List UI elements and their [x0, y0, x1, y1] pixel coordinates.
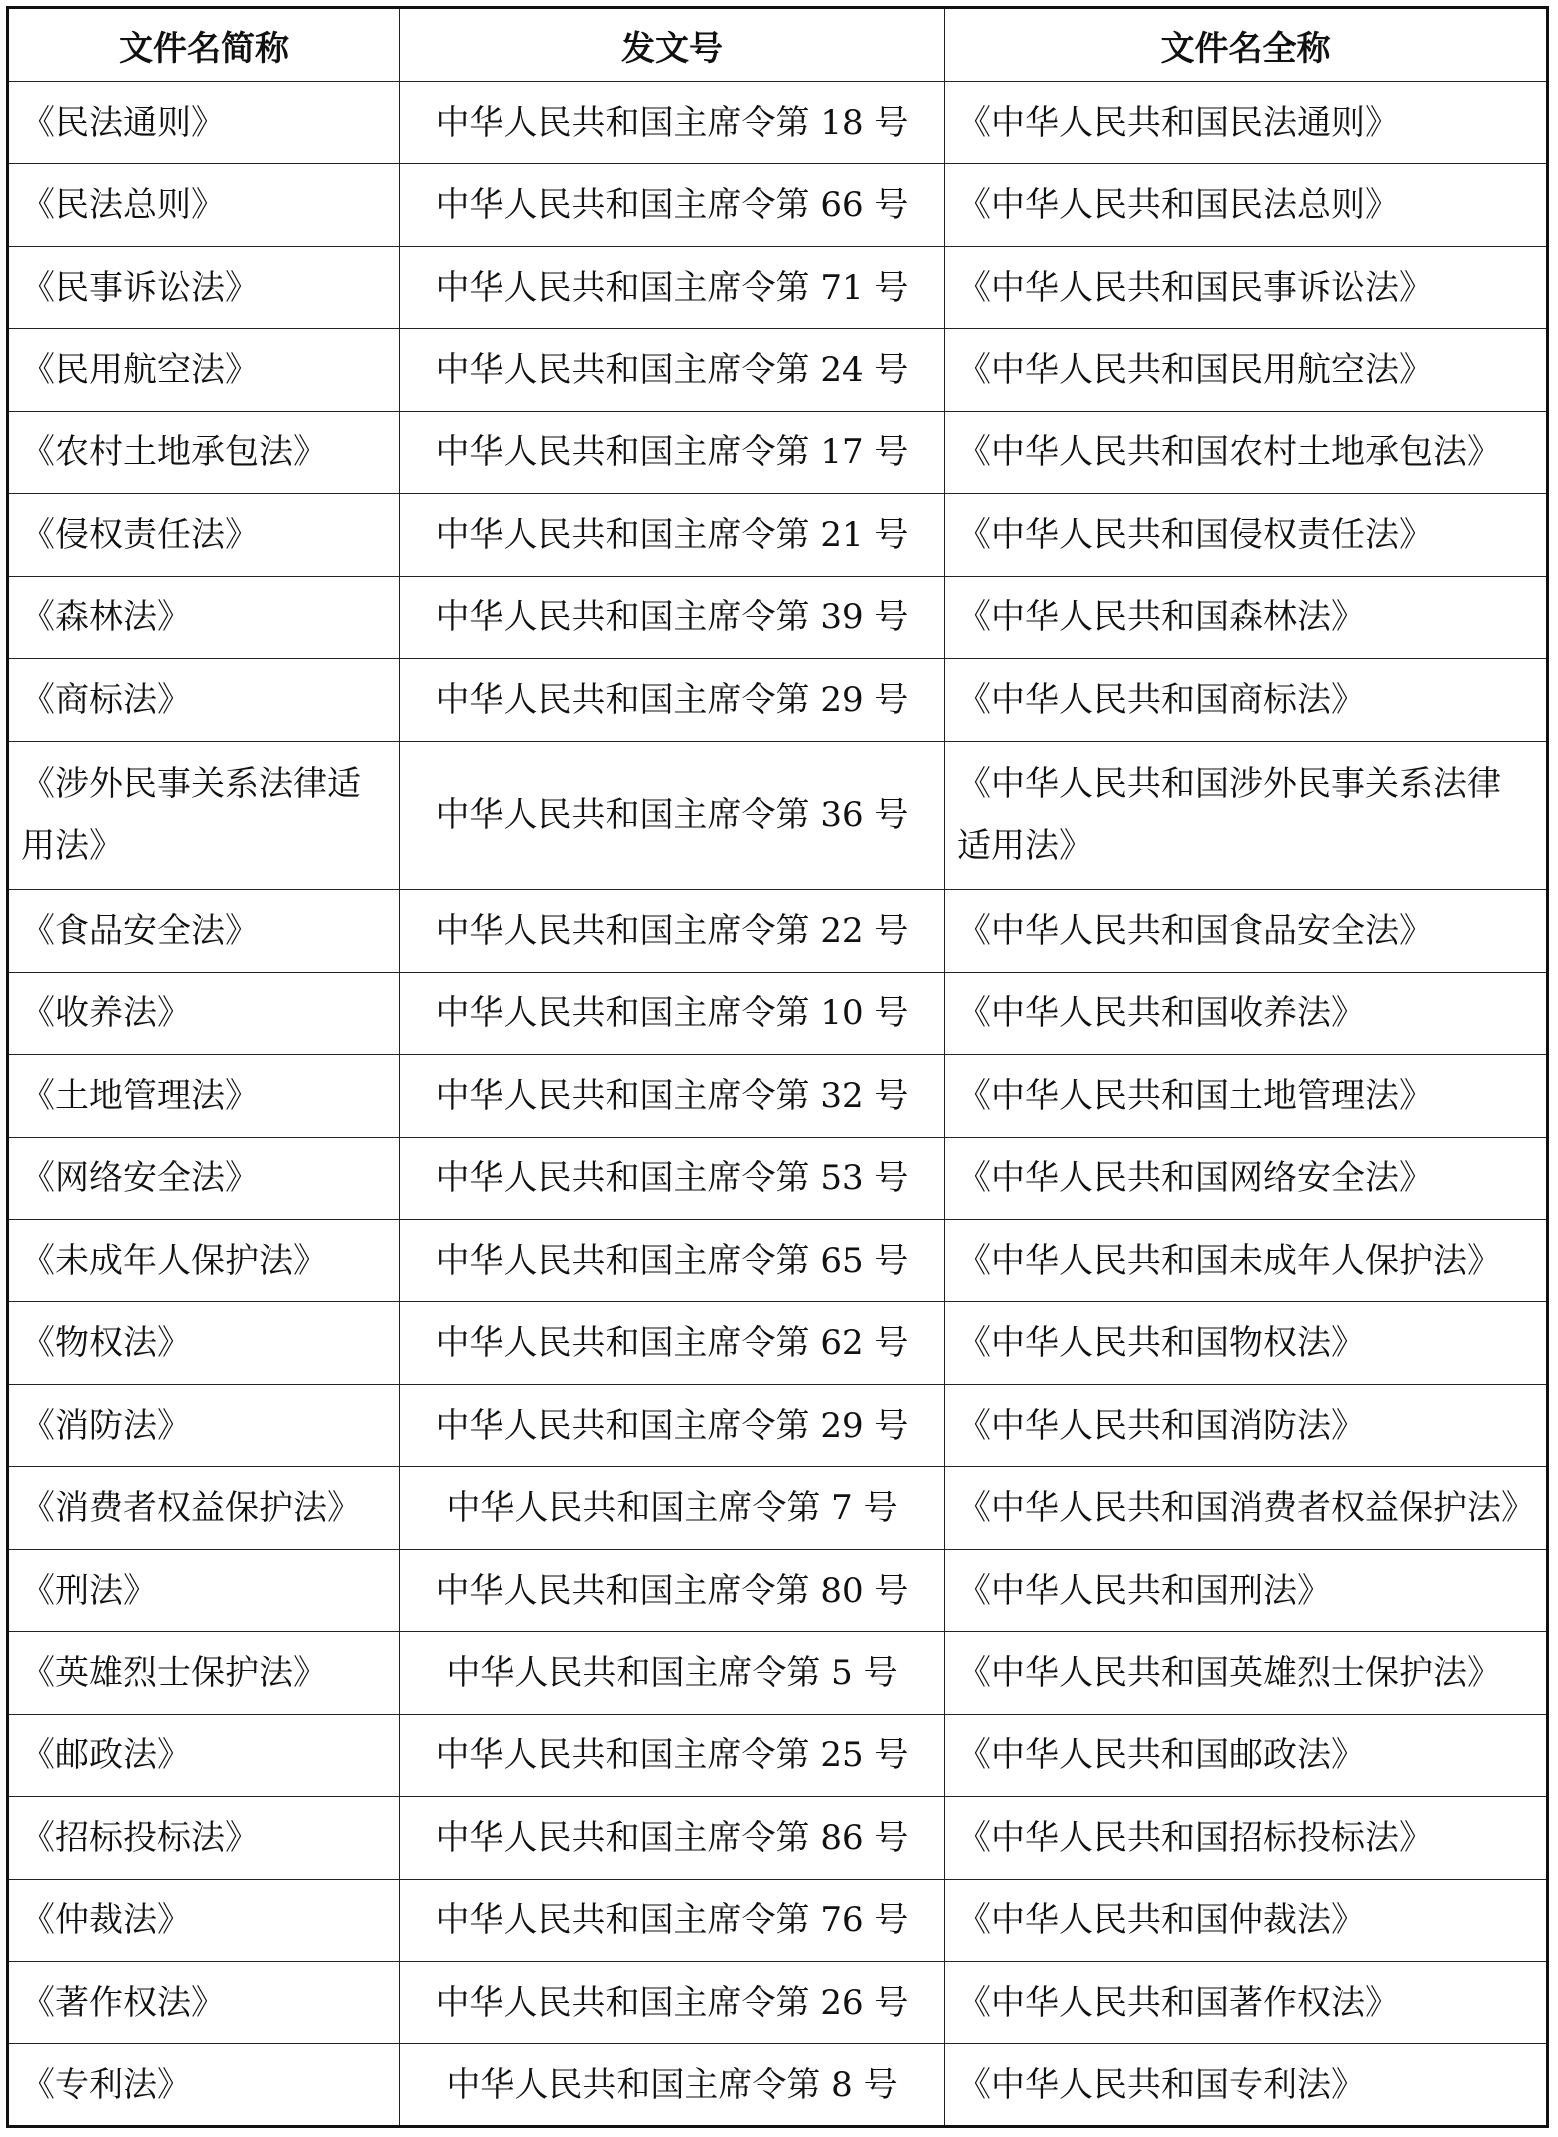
short-name-cell: 《涉外民事关系法律适用法》: [8, 741, 400, 890]
table-row: [8, 1055, 1548, 1137]
table-row: [8, 411, 1548, 493]
short-name-cell: 《物权法》: [8, 1302, 400, 1384]
table-row: [8, 1714, 1548, 1796]
doc-number-cell: 中华人民共和国主席令第 5 号: [400, 1632, 945, 1714]
full-name-cell: 《中华人民共和国侵权责任法》: [945, 494, 1548, 576]
short-name-cell: 《森林法》: [8, 576, 400, 658]
table-row: [8, 2044, 1548, 2127]
table-row: [8, 1384, 1548, 1466]
full-name-cell: 《中华人民共和国民事诉讼法》: [945, 246, 1548, 328]
doc-number-cell: 中华人民共和国主席令第 39 号: [400, 576, 945, 658]
table-row: [8, 576, 1548, 658]
full-name-cell: 《中华人民共和国招标投标法》: [945, 1797, 1548, 1879]
short-name-cell: 《英雄烈士保护法》: [8, 1632, 400, 1714]
doc-number-cell: 中华人民共和国主席令第 18 号: [400, 82, 945, 164]
short-name-cell: 《消费者权益保护法》: [8, 1467, 400, 1549]
full-name-cell: 《中华人民共和国网络安全法》: [945, 1137, 1548, 1219]
doc-number-cell: 中华人民共和国主席令第 22 号: [400, 890, 945, 972]
doc-number-cell: 中华人民共和国主席令第 76 号: [400, 1879, 945, 1961]
table-row: [8, 329, 1548, 411]
full-name-cell: 《中华人民共和国物权法》: [945, 1302, 1548, 1384]
doc-number-cell: 中华人民共和国主席令第 24 号: [400, 329, 945, 411]
full-name-cell: 《中华人民共和国食品安全法》: [945, 890, 1548, 972]
table-row: [8, 1961, 1548, 2043]
full-name-cell: 《中华人民共和国商标法》: [945, 659, 1548, 741]
doc-number-cell: 中华人民共和国主席令第 17 号: [400, 411, 945, 493]
doc-number-cell: 中华人民共和国主席令第 29 号: [400, 659, 945, 741]
full-name-cell: 《中华人民共和国森林法》: [945, 576, 1548, 658]
doc-number-cell: 中华人民共和国主席令第 66 号: [400, 164, 945, 246]
table-header-row: [8, 8, 1548, 82]
full-name-cell: 《中华人民共和国专利法》: [945, 2044, 1548, 2127]
short-name-cell: 《商标法》: [8, 659, 400, 741]
doc-number-cell: 中华人民共和国主席令第 65 号: [400, 1220, 945, 1302]
short-name-cell: 《网络安全法》: [8, 1137, 400, 1219]
law-table: [6, 6, 1549, 2128]
full-name-cell: 《中华人民共和国收养法》: [945, 972, 1548, 1054]
table-row: [8, 246, 1548, 328]
short-name-cell: 《收养法》: [8, 972, 400, 1054]
full-name-cell: 《中华人民共和国英雄烈士保护法》: [945, 1632, 1548, 1714]
full-name-cell: 《中华人民共和国消费者权益保护法》: [945, 1467, 1548, 1549]
table-row: [8, 1302, 1548, 1384]
doc-number-cell: 中华人民共和国主席令第 10 号: [400, 972, 945, 1054]
short-name-cell: 《招标投标法》: [8, 1797, 400, 1879]
doc-number-cell: 中华人民共和国主席令第 7 号: [400, 1467, 945, 1549]
short-name-cell: 《民法通则》: [8, 82, 400, 164]
short-name-cell: 《专利法》: [8, 2044, 400, 2127]
short-name-cell: 《民用航空法》: [8, 329, 400, 411]
full-name-cell: 《中华人民共和国邮政法》: [945, 1714, 1548, 1796]
full-name-cell: 《中华人民共和国土地管理法》: [945, 1055, 1548, 1137]
table-row: [8, 1797, 1548, 1879]
table-row: [8, 1632, 1548, 1714]
full-name-cell: 《中华人民共和国民法通则》: [945, 82, 1548, 164]
short-name-cell: 《土地管理法》: [8, 1055, 400, 1137]
table-row: [8, 1879, 1548, 1961]
doc-number-cell: 中华人民共和国主席令第 86 号: [400, 1797, 945, 1879]
doc-number-cell: 中华人民共和国主席令第 26 号: [400, 1961, 945, 2043]
table-row: [8, 1467, 1548, 1549]
header-doc-number: 发文号: [400, 8, 945, 82]
header-full-name: 文件名全称: [945, 8, 1548, 82]
law-table-container: [6, 6, 1546, 2128]
doc-number-cell: 中华人民共和国主席令第 71 号: [400, 246, 945, 328]
doc-number-cell: 中华人民共和国主席令第 62 号: [400, 1302, 945, 1384]
doc-number-cell: 中华人民共和国主席令第 80 号: [400, 1549, 945, 1631]
short-name-cell: 《民事诉讼法》: [8, 246, 400, 328]
short-name-cell: 《消防法》: [8, 1384, 400, 1466]
doc-number-cell: 中华人民共和国主席令第 21 号: [400, 494, 945, 576]
table-row: [8, 1549, 1548, 1631]
table-row: [8, 890, 1548, 972]
table-row: [8, 1220, 1548, 1302]
table-row: [8, 972, 1548, 1054]
doc-number-cell: 中华人民共和国主席令第 32 号: [400, 1055, 945, 1137]
short-name-cell: 《刑法》: [8, 1549, 400, 1631]
doc-number-cell: 中华人民共和国主席令第 8 号: [400, 2044, 945, 2127]
short-name-cell: 《邮政法》: [8, 1714, 400, 1796]
doc-number-cell: 中华人民共和国主席令第 25 号: [400, 1714, 945, 1796]
full-name-cell: 《中华人民共和国涉外民事关系法律适用法》: [945, 741, 1548, 890]
short-name-cell: 《侵权责任法》: [8, 494, 400, 576]
full-name-cell: 《中华人民共和国农村土地承包法》: [945, 411, 1548, 493]
short-name-cell: 《著作权法》: [8, 1961, 400, 2043]
header-short-name: 文件名简称: [8, 8, 400, 82]
full-name-cell: 《中华人民共和国民法总则》: [945, 164, 1548, 246]
full-name-cell: 《中华人民共和国未成年人保护法》: [945, 1220, 1548, 1302]
full-name-cell: 《中华人民共和国刑法》: [945, 1549, 1548, 1631]
short-name-cell: 《未成年人保护法》: [8, 1220, 400, 1302]
full-name-cell: 《中华人民共和国仲裁法》: [945, 1879, 1548, 1961]
table-row: [8, 741, 1548, 890]
doc-number-cell: 中华人民共和国主席令第 36 号: [400, 741, 945, 890]
short-name-cell: 《食品安全法》: [8, 890, 400, 972]
table-row: [8, 659, 1548, 741]
table-row: [8, 164, 1548, 246]
doc-number-cell: 中华人民共和国主席令第 29 号: [400, 1384, 945, 1466]
short-name-cell: 《仲裁法》: [8, 1879, 400, 1961]
table-row: [8, 82, 1548, 164]
full-name-cell: 《中华人民共和国民用航空法》: [945, 329, 1548, 411]
table-row: [8, 1137, 1548, 1219]
short-name-cell: 《农村土地承包法》: [8, 411, 400, 493]
short-name-cell: 《民法总则》: [8, 164, 400, 246]
doc-number-cell: 中华人民共和国主席令第 53 号: [400, 1137, 945, 1219]
table-row: [8, 494, 1548, 576]
full-name-cell: 《中华人民共和国消防法》: [945, 1384, 1548, 1466]
full-name-cell: 《中华人民共和国著作权法》: [945, 1961, 1548, 2043]
